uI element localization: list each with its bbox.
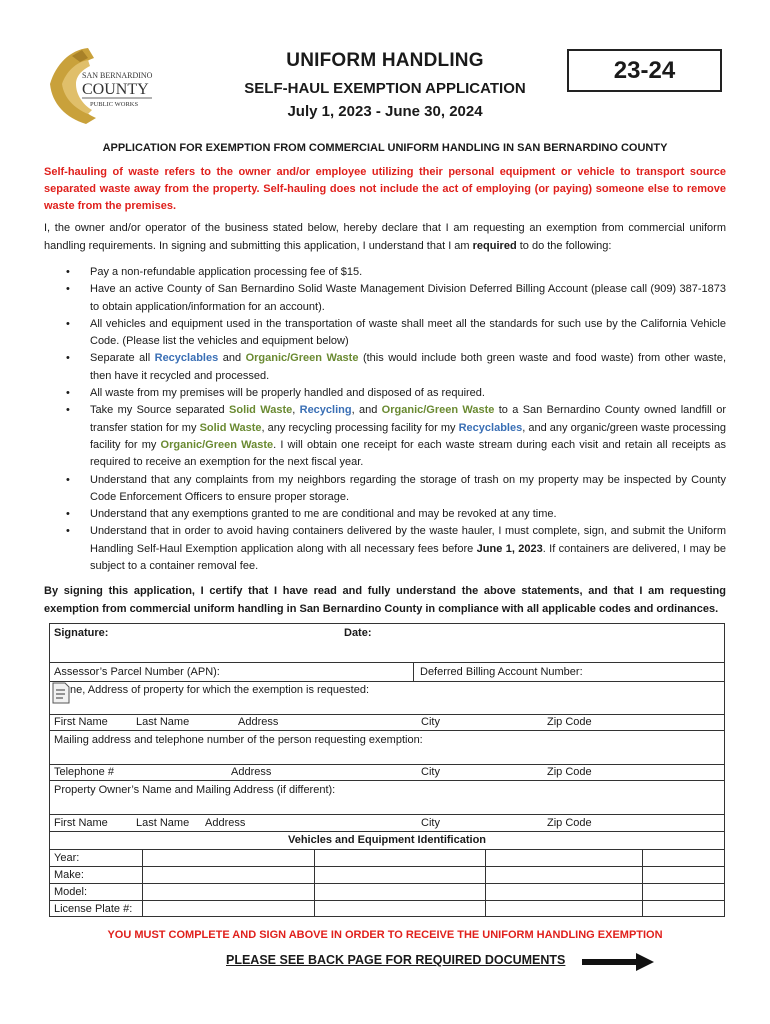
first-name-label: First Name — [54, 817, 108, 829]
fiscal-year-box: 23-24 — [567, 49, 722, 92]
arrow-right-icon — [582, 952, 654, 972]
row-divider — [50, 849, 724, 850]
mailing-address-field[interactable]: Mailing address and telephone number of the person requesting exemption: — [54, 734, 423, 746]
county-logo — [42, 44, 160, 126]
city-label: City — [421, 817, 440, 829]
vehicle-year-label: Year: — [54, 852, 80, 864]
highlight-recycling: Recycling — [299, 404, 352, 417]
bullet: • — [66, 525, 70, 538]
bullet-text: , and any organic/green waste processing facility for my — [90, 421, 726, 451]
bullet-text: and — [218, 352, 246, 365]
highlight-recyclables: Recyclables — [154, 352, 219, 365]
bullet-text: Have an active County of San Bernardino Solid Waste Management Division Deferred Billing Account (please call (909) 387-1873 to obtain application/information for an account). — [90, 283, 726, 313]
bullet-text: All waste from my premises will be properly handled and disposed of as required. — [90, 387, 485, 400]
logo-line2: COUNTY — [82, 81, 149, 98]
list-item — [44, 350, 726, 385]
bullet-text: . I will obtain one receipt for each waste stream during each visit and retain all receipts as required to receive an exemption for the next fiscal year. — [90, 438, 727, 469]
highlight-recyclables: Recyclables — [458, 421, 523, 434]
row-divider — [50, 866, 724, 867]
row-divider — [50, 681, 724, 682]
address-label: Address — [238, 716, 279, 728]
row-divider — [50, 714, 724, 715]
bullet-text: . If containers are delivered, I may be subject to a container removal fee. — [90, 542, 726, 573]
signature-field[interactable]: Signature: — [54, 627, 109, 639]
list-item — [44, 523, 726, 575]
bullet-text: Understand that any exemptions granted to me are conditional and may be revoked at any time. — [90, 508, 557, 521]
bullet-text: All vehicles and equipment used in the transportation of waste shall meet all the standards for such use by the California Vehicle Code. (Please list the vehicles and equipment below) — [90, 317, 726, 348]
bullet-text: , and — [351, 404, 382, 417]
bullet: • — [66, 352, 70, 365]
bullet: • — [66, 266, 70, 278]
bullet: • — [66, 317, 70, 330]
zip-label: Zip Code — [547, 817, 592, 829]
bullet-text: Pay a non-refundable application processing fee of $15. — [90, 266, 363, 278]
form-title: UNIFORM HANDLING — [286, 50, 484, 71]
row-divider — [50, 900, 724, 901]
city-label: City — [421, 716, 440, 728]
address-label: Address — [231, 766, 272, 778]
bullet-text: Understand that any complaints from my neighbors regarding the storage of trash on my property may be inspected by County Code Enforcement Officers to ensure proper storage. — [90, 473, 726, 503]
row-divider — [50, 662, 724, 663]
bullet: • — [66, 473, 70, 486]
bullet-text: Separate all — [90, 352, 155, 365]
title-block — [230, 50, 540, 120]
deferred-account-field[interactable]: Deferred Billing Account Number: — [420, 666, 583, 678]
intro-text-end: to do the following: — [516, 239, 612, 252]
self-haul-definition: Self-hauling of waste refers to the owner and/or employee utilizing their personal equipment or vehicle to transport source separated waste away from the property. Self-hauling does not include the act of employing (or paying) someone else to remove waste from the premises. — [44, 166, 726, 212]
vehicle-model-label: Model: — [54, 886, 88, 898]
highlight-solid-waste: Solid Waste — [199, 421, 262, 434]
list-item — [44, 402, 726, 471]
address-label: Address — [205, 817, 246, 829]
row-divider — [50, 831, 724, 832]
section-heading: APPLICATION FOR EXEMPTION FROM COMMERCIAL UNIFORM HANDLING IN SAN BERNARDINO COUNTY — [102, 142, 668, 154]
list-item — [44, 316, 726, 351]
application-form — [49, 623, 725, 917]
vehicle-make-label: Make: — [54, 869, 84, 881]
bullet: • — [66, 404, 70, 417]
intro-paragraph — [44, 220, 726, 255]
completion-notice: YOU MUST COMPLETE AND SIGN ABOVE IN ORDER TO RECEIVE THE UNIFORM HANDLING EXEMPTION — [107, 929, 663, 941]
intro-text: I, the owner and/or operator of the business stated below, hereby declare that I am requesting an exemption from commercial uniform handling requirements. In signing and submitting this application, I understand that I am — [44, 222, 726, 252]
deadline-date: June 1, 2023 — [476, 542, 543, 555]
list-item — [44, 472, 726, 507]
row-divider — [50, 764, 724, 765]
bullet-text: to a San Bernardino County owned landfill or transfer station for my — [90, 404, 726, 434]
last-name-label: Last Name — [136, 716, 190, 728]
highlight-organic: Organic/Green Waste — [245, 352, 359, 365]
highlight-organic: Organic/Green Waste — [160, 438, 274, 451]
date-field[interactable]: Date: — [344, 627, 372, 639]
column-divider — [642, 849, 643, 917]
form-subtitle: SELF-HAUL EXEMPTION APPLICATION — [244, 80, 526, 97]
telephone-label: Telephone # — [54, 766, 114, 778]
property-owner-field[interactable]: Property Owner’s Name and Mailing Address (if different): — [54, 784, 336, 796]
bullet-text: (this would include both green waste and food waste) from other waste, then have it recycled and processed. — [90, 352, 726, 382]
vehicles-section-title: Vehicles and Equipment Identification — [287, 834, 487, 846]
column-divider — [314, 849, 315, 917]
row-divider — [50, 730, 724, 731]
bullet: • — [66, 387, 70, 400]
bullet: • — [66, 508, 70, 521]
row-divider — [50, 883, 724, 884]
certification-statement: By signing this application, I certify that I have read and fully understand the above statements, and that I am requesting exemption from commercial uniform handling in San Bernardino County in compliance with all applicable codes and ordinances. — [44, 585, 726, 615]
column-divider — [142, 849, 143, 917]
form-dates: July 1, 2023 - June 30, 2024 — [287, 103, 483, 120]
list-item — [44, 281, 726, 316]
see-back-page: PLEASE SEE BACK PAGE FOR REQUIRED DOCUMENTS — [226, 953, 566, 967]
highlight-organic: Organic/Green Waste — [381, 404, 495, 417]
zip-label: Zip Code — [547, 766, 592, 778]
bullet-text: Understand that in order to avoid having containers delivered by the waste hauler, I must complete, sign, and submit the Uniform Handling Self-Haul Exemption application along with all necessary fees before — [90, 525, 726, 555]
intro-bold: required — [472, 239, 517, 252]
bullet-text: , any recycling processing facility for my — [261, 421, 459, 434]
requirements-list — [44, 264, 726, 575]
row-divider — [50, 780, 724, 781]
property-address-field[interactable]: ne, Address of property for which the exemption is requested: — [70, 684, 369, 696]
first-name-label: First Name — [54, 716, 108, 728]
list-item — [44, 385, 726, 402]
logo-line1: SAN BERNARDINO — [82, 71, 153, 80]
last-name-label: Last Name — [136, 817, 190, 829]
logo-line3: PUBLIC WORKS — [90, 101, 139, 108]
column-divider — [485, 849, 486, 917]
bullet-text: , — [292, 404, 300, 417]
row-divider — [50, 814, 724, 815]
highlight-solid-waste: Solid Waste — [229, 404, 293, 417]
note-icon — [52, 682, 70, 704]
zip-label: Zip Code — [547, 716, 592, 728]
bullet: • — [66, 283, 70, 296]
city-label: City — [421, 766, 440, 778]
list-item — [44, 264, 726, 281]
license-plate-label: License Plate #: — [54, 903, 133, 915]
bullet-text: Take my Source separated — [90, 404, 230, 417]
apn-field[interactable]: Assessor’s Parcel Number (APN): — [54, 666, 220, 678]
list-item — [44, 506, 726, 523]
column-divider — [413, 662, 414, 681]
